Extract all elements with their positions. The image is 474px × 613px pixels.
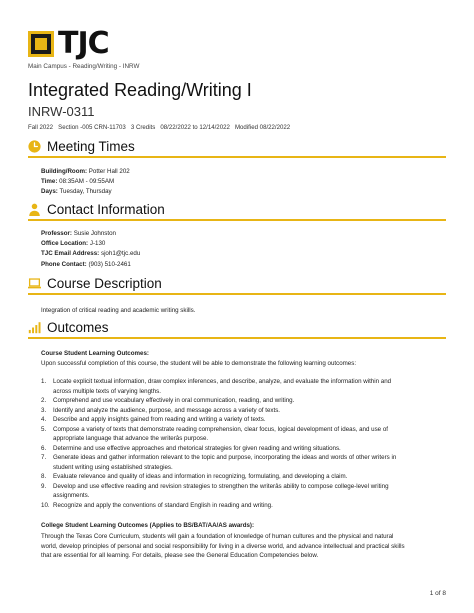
course-code: INRW-0311 xyxy=(28,104,95,119)
meta-section: Section -005 CRN-11703 xyxy=(58,124,126,131)
days-label: Days: xyxy=(41,188,58,196)
breadcrumb: Main Campus - Reading/Writing - INRW xyxy=(28,63,140,70)
college-outcomes-subheading: College Student Learning Outcomes (Applies to BS/BAT/AA/AS awards): xyxy=(41,522,255,529)
meta-credits: 3 Credits xyxy=(130,124,156,131)
phone-value: (903) 510-2461 xyxy=(88,260,131,268)
outcomes-list xyxy=(41,377,446,510)
bar-chart-icon xyxy=(28,321,41,334)
outcome-number: 9. xyxy=(41,482,47,490)
outcome-number: 2. xyxy=(41,397,47,404)
outcome-item xyxy=(41,472,446,482)
outcome-number: 7. xyxy=(41,454,47,461)
outcome-line: Compose a variety of texts that demonstrate reading comprehension, clear focus, logical development of ideas, and use of xyxy=(53,425,389,433)
outcome-line: appropriate language that advance the writerâs purpose. xyxy=(53,435,209,442)
logo-emblem-icon xyxy=(28,31,54,57)
outcome-item xyxy=(41,425,446,444)
building-label: Building/Room: xyxy=(41,168,88,175)
outcome-item xyxy=(41,482,446,501)
core-line: world, develop principles of personal and social responsibility for living in a diverse world, and advance intellectual and practical skills xyxy=(41,542,405,550)
outcome-item xyxy=(41,501,446,511)
professor-value: Susie Johnston xyxy=(73,230,116,237)
office-value: J-130 xyxy=(89,240,106,248)
tjc-logo xyxy=(28,26,109,61)
outcome-text xyxy=(53,377,446,396)
description-header xyxy=(28,275,446,295)
outcome-line: Generate ideas and gather information relevant to the topic and purpose, incorporating the ideas and words of other writers in xyxy=(53,454,397,461)
outcomes-intro: Upon successful completion of this course, the student will be able to demonstrate the following learning outcomes: xyxy=(41,360,357,367)
outcome-line: Locate explicit textual information, draw complex inferences, and describe, analyze, and evaluate the information within and xyxy=(53,378,392,385)
outcome-item xyxy=(41,406,446,416)
building-value: Potter Hall 202 xyxy=(88,168,130,175)
phone-label: Phone Contact: xyxy=(41,260,87,268)
outcome-line: across multiple texts of varying lengths. xyxy=(53,387,161,395)
meeting-times-header xyxy=(28,138,446,158)
outcome-line: Identify and analyze the audience, purpose, and message across a variety of texts. xyxy=(53,406,281,414)
outcome-text xyxy=(53,406,446,416)
outcomes-heading: Outcomes xyxy=(47,319,109,335)
professor-label: Professor: xyxy=(41,230,72,237)
outcome-line: Recognize and apply the conventions of standard English in reading and writing. xyxy=(53,501,273,509)
page-title: Integrated Reading/Writing I xyxy=(28,80,252,100)
outcome-item xyxy=(41,415,446,425)
meeting-info xyxy=(41,167,130,198)
outcome-line: Describe and apply insights gained from reading and writing a variety of texts. xyxy=(53,416,266,423)
outcome-number: 4. xyxy=(41,416,47,423)
outcome-number: 3. xyxy=(41,406,47,414)
description-heading: Course Description xyxy=(47,275,162,291)
contact-info xyxy=(41,229,140,270)
contact-heading: Contact Information xyxy=(47,201,165,217)
days-value: Tuesday, Thursday xyxy=(59,188,112,196)
office-label: Office Location: xyxy=(41,240,89,248)
outcome-line: assignments. xyxy=(53,492,90,499)
time-value: 08:35AM - 09:55AM xyxy=(59,178,115,186)
outcome-item xyxy=(41,377,446,396)
outcome-text xyxy=(53,415,446,425)
outcome-line: Determine and use effective approaches and rhetorical strategies for given reading and writing situations. xyxy=(53,444,341,452)
course-outcomes-subheading: Course Student Learning Outcomes: xyxy=(41,350,149,357)
logo-text: TJC xyxy=(58,26,109,61)
outcome-text xyxy=(53,396,446,406)
outcome-line: Comprehend and use vocabulary effectively in oral communication, reading, and writing. xyxy=(53,397,295,404)
outcomes-header xyxy=(28,319,446,339)
core-curriculum-text xyxy=(41,532,451,561)
outcome-text xyxy=(53,482,446,501)
outcome-number: 1. xyxy=(41,378,47,385)
outcome-text xyxy=(53,425,446,444)
meta-modified: Modified 08/22/2022 xyxy=(234,124,291,131)
time-label: Time: xyxy=(41,178,58,186)
clock-icon xyxy=(28,140,41,153)
outcome-line: student writing using established strategies. xyxy=(53,463,173,471)
outcome-number: 8. xyxy=(41,473,47,480)
core-line: Through the Texas Core Curriculum, students will gain a foundation of knowledge of human cultures and the physical and natural xyxy=(41,533,394,540)
core-line: that are essential for all learning. For details, please see the General Education Competencies below. xyxy=(41,552,319,560)
description-text: Integration of critical reading and academic writing skills. xyxy=(41,307,196,314)
outcome-item xyxy=(41,453,446,472)
outcome-item xyxy=(41,396,446,406)
page-number: 1 of 8 xyxy=(429,590,446,597)
outcome-number: 5. xyxy=(41,425,47,433)
person-icon xyxy=(28,203,41,216)
outcome-text xyxy=(53,501,446,511)
meeting-times-heading: Meeting Times xyxy=(47,138,135,154)
course-meta xyxy=(28,124,290,131)
outcome-line: Evaluate relevance and quality of ideas and information in recognizing, formulating, and developing a claim. xyxy=(53,473,348,480)
meta-dates: 08/22/2022 to 12/14/2022 xyxy=(160,124,230,131)
laptop-icon xyxy=(28,277,41,290)
meta-term: Fall 2022 xyxy=(28,124,54,131)
outcome-item xyxy=(41,444,446,454)
email-label: TJC Email Address: xyxy=(41,250,100,258)
email-value[interactable]: sjoh1@tjc.edu xyxy=(100,250,141,258)
outcome-line: Develop and use effective reading and revision strategies to strengthen the writerâs ability to compose college-level writing xyxy=(53,482,389,490)
outcome-number: 6. xyxy=(41,444,47,452)
outcome-number: 10. xyxy=(41,501,50,509)
outcome-text xyxy=(53,453,446,472)
outcome-text xyxy=(53,472,446,482)
outcome-text xyxy=(53,444,446,454)
contact-header xyxy=(28,201,446,221)
